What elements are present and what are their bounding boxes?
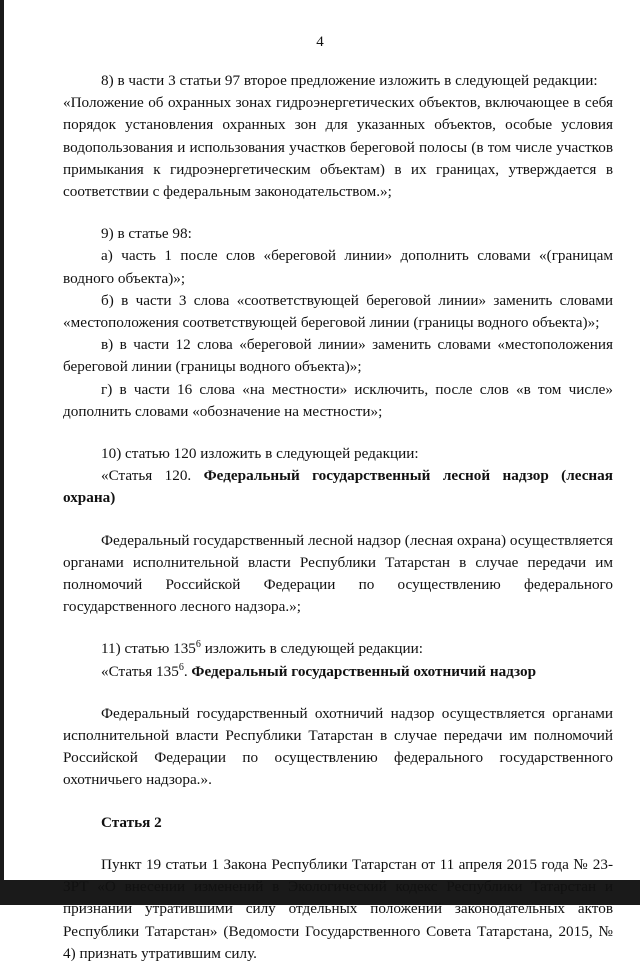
page-number: 4 [316, 34, 324, 50]
item-11-heading [63, 638, 613, 660]
article-2-title: Статья 2 [101, 813, 162, 831]
item-10-article-title: Федеральный государственный лесной надзор (лесная охрана) [63, 467, 613, 507]
item-8-heading: 8) в части 3 статьи 97 второе предложение изложить в следующей редакции: [101, 72, 598, 89]
article-2-text: Пункт 19 статьи 1 Закона Республики Татарстан от 11 апреля 2015 года № 23-ЗРТ «О внесении изменений в Экологический кодекс Республики Татарстан и признании утратившими силу отдельных положений законодательных актов Республики Татарстан» (Ведомости Государственного Совета Татарстана, 2015, № 4) признать утратившим силу. [63, 855, 613, 962]
item-11-article-heading [63, 661, 613, 683]
item-11-text: Федеральный государственный охотничий надзор осуществляется органами исполнительной власти Республики Татарстан в случае передачи им полномочий Российской Федерации по осуществлению федерального государственного охотничьего надзора.». [63, 704, 613, 789]
item-9-subitem-c: в) в части 12 слова «береговой линии» заменить словами «местоположения береговой линии (границы водного объекта)»; [63, 336, 613, 376]
item-8-text: «Положение об охранных зонах гидроэнергетических объектов, включающее в себя порядок установления охранных зон для указанных объектов, особые условия водопользования и использования участков береговой полосы (в том числе участков примыкания к гидроэнергетическим объектам) в их границах, утверждается в соответствии с федеральным законодательством.»; [63, 94, 613, 201]
item-11-heading-pre: 11) статью 135 [101, 640, 196, 658]
document-body [63, 70, 613, 965]
item-11-article-sup: 6 [178, 661, 184, 673]
item-9-heading: 9) в статье 98: [101, 225, 192, 243]
item-10-heading: 10) статью 120 изложить в следующей редакции: [101, 445, 419, 463]
item-11-heading-post: изложить в следующей редакции: [200, 640, 424, 658]
scan-left-edge [0, 0, 4, 905]
item-10-article-prefix: «Статья 120. [101, 467, 204, 485]
item-9-subitem-a: а) часть 1 после слов «береговой линии» дополнить словами «(границам водного объекта)»; [63, 247, 613, 287]
item-9-subitem-d: г) в части 16 слова «на местности» исключить, после слов «в том числе» дополнить словами «обозначение на местности»; [63, 380, 613, 420]
item-11-article-title: Федеральный государственный охотничий надзор [191, 662, 537, 680]
item-10-text: Федеральный государственный лесной надзор (лесная охрана) осуществляется органами исполнительной власти Республики Татарстан в случае передачи им полномочий Российской Федерации по осуществлению федерального государственного лесного надзора.»; [63, 531, 613, 616]
item-10-article-heading [63, 465, 613, 509]
item-11-article-prefix: «Статья 135 [101, 662, 179, 680]
item-11-article-after-sup: . [183, 662, 192, 680]
item-9-subitem-b: б) в части 3 слова «соответствующей береговой линии» заменить словами «местоположения соответствующей береговой линии (границы водного объекта)»; [63, 291, 613, 332]
item-11-heading-sup: 6 [195, 639, 201, 651]
